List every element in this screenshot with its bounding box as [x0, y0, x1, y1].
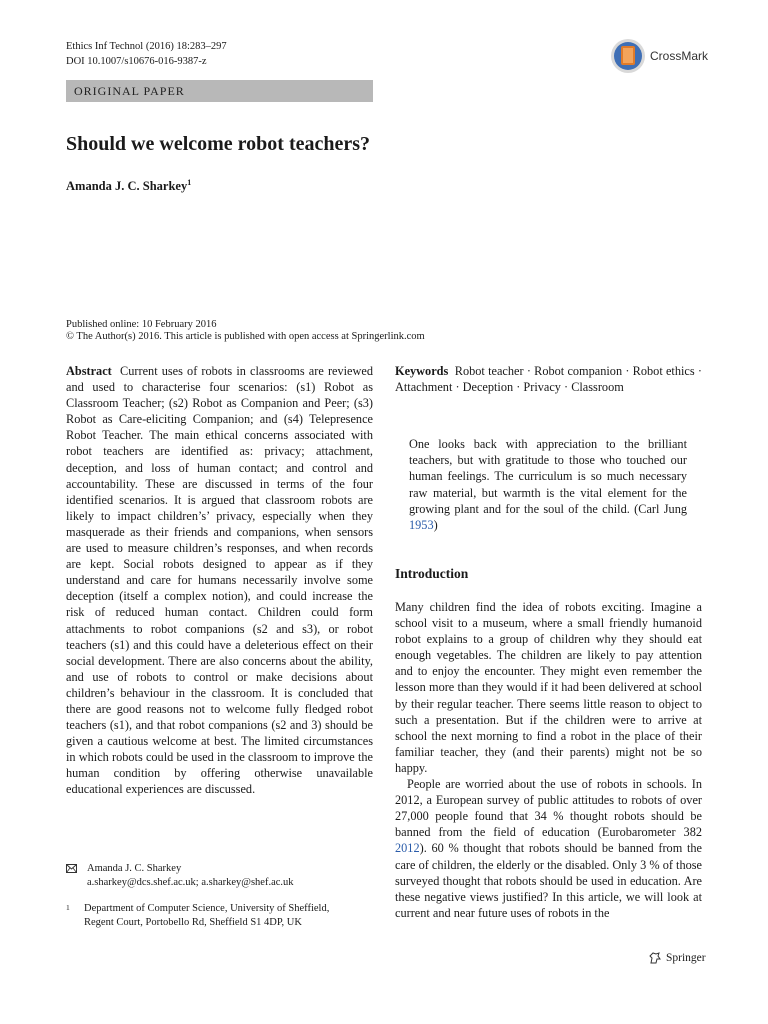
introduction-body	[395, 599, 702, 921]
springer-horse-icon	[648, 951, 662, 965]
publisher-logo	[648, 951, 706, 965]
epigraph-close: )	[433, 518, 438, 533]
affiliation-line-2: Regent Court, Portobello Rd, Sheffield S1 4DP, UK	[84, 917, 302, 928]
epigraph-text: One looks back with appreciation to the brilliant teachers, but with gratitude to those who touched our human feelings. The curriculum is so much necessary raw material, but warmth is the vital element for the growing plant and for the soul of the child. (Carl Jung	[409, 437, 687, 516]
affiliation-number: 1	[66, 903, 70, 912]
doi[interactable]: DOI 10.1007/s10676-016-9387-z	[66, 56, 207, 67]
eurobarometer-citation-link[interactable]: 2012	[395, 841, 420, 856]
correspondence-name: Amanda J. C. Sharkey	[87, 863, 182, 874]
envelope-icon	[66, 864, 77, 873]
abstract-text: Current uses of robots in classrooms are reviewed and used to characterise four scenarios: (s1) Robot as Classroom Teacher; (s2) Robot as Companion and Peer; (s3) Robot as Care-eliciting Companion; and (s4) Telepresence Robot Teacher. The main ethical concerns associated with robot teachers are identified as: privacy; attachment, deception, and loss of human contact; and control and accountability. These are discussed in terms of the four identified scenarios. It is argued that classroom robots are likely to impact children’s’ privacy, especially when they masquerade as their friends and companions, when sensors are used to measure children’s responses, and when records are kept. Social robots designed to appear as if they understand and care for humans necessarily involve some deception (itself a complex notion), and could increase the risk of reduced human contact. Children could form attachments to robot companions (s2 and s3), or robot teachers (s1) and this could have a deleterious effect on their social development. There are also concerns about the ability, and use of robots to control or make decisions about children’s behaviour in the classroom. It is concluded that there are good reasons not to welcome fully fledged robot teachers (s1), and that robot companions (s2 and 3) should be given a cautious welcome at best. The limited circumstances in which robots could be used in the classroom to improve the human condition by offering otherwise unavailable educational experiences are discussed.	[66, 364, 374, 797]
crossmark-icon	[610, 38, 646, 74]
author-affil-marker: 1	[187, 178, 192, 187]
keywords-text: Robot teacher · Robot companion · Robot ethics · Attachment · Deception · Privacy · Classroom	[395, 364, 702, 395]
crossmark-label: CrossMark	[650, 49, 709, 63]
author-name[interactable]: Amanda J. C. Sharkey	[66, 179, 188, 194]
section-heading-introduction: Introduction	[395, 566, 469, 581]
epigraph	[409, 436, 687, 533]
published-date: Published online: 10 February 2016	[66, 319, 217, 330]
copyright-notice: © The Author(s) 2016. This article is published with open access at Springerlink.com	[66, 331, 425, 342]
abstract	[66, 363, 373, 798]
intro-paragraph-1: Many children find the idea of robots exciting. Imagine a school visit to a museum, where a small friendly humanoid robot explains to a group of children why they should eat enough vegetables. The children are likely to pay attention and to enjoy the encounter. They might even remember the lesson more than they would if it had been delivered at school by their regular teacher. There seems little reason to object to such a presentation. But if the children were to arrive at school the next morning to find a robot in the place of their familiar teacher, they (and their parents) might not be so happy.	[395, 600, 702, 775]
correspondence	[66, 862, 373, 930]
epigraph-citation-link[interactable]: 1953	[409, 518, 434, 533]
affiliation-line-1: Department of Computer Science, University of Sheffield,	[84, 903, 330, 914]
intro-paragraph-2-start: People are worried about the use of robots in schools. In 2012, a European survey of public attitudes to robots of over 27,000 people found that 34 % thought robots should be banned from the field of education (Eurobarometer 382	[395, 777, 702, 840]
crossmark-badge[interactable]	[610, 38, 708, 74]
correspondence-emails[interactable]: a.sharkey@dcs.shef.ac.uk; a.sharkey@shef.ac.uk	[87, 877, 294, 888]
keywords-heading: Keywords	[395, 364, 449, 378]
intro-paragraph-2-end: ). 60 % thought that robots should be banned from the care of children, the elderly or the disabled. Only 3 % of those surveyed thought that robots should be used in education. Are these negative views justified? In this article, we will look at current and near future uses of robots in the	[395, 841, 702, 920]
keywords	[395, 363, 702, 395]
publisher-name: Springer	[666, 952, 706, 964]
section-banner: ORIGINAL PAPER	[66, 80, 373, 102]
author-line	[66, 178, 191, 194]
journal-citation: Ethics Inf Technol (2016) 18:283–297	[66, 41, 227, 52]
article-title: Should we welcome robot teachers?	[66, 133, 371, 155]
abstract-heading: Abstract	[66, 364, 112, 378]
intro-paragraph-2	[395, 776, 702, 921]
